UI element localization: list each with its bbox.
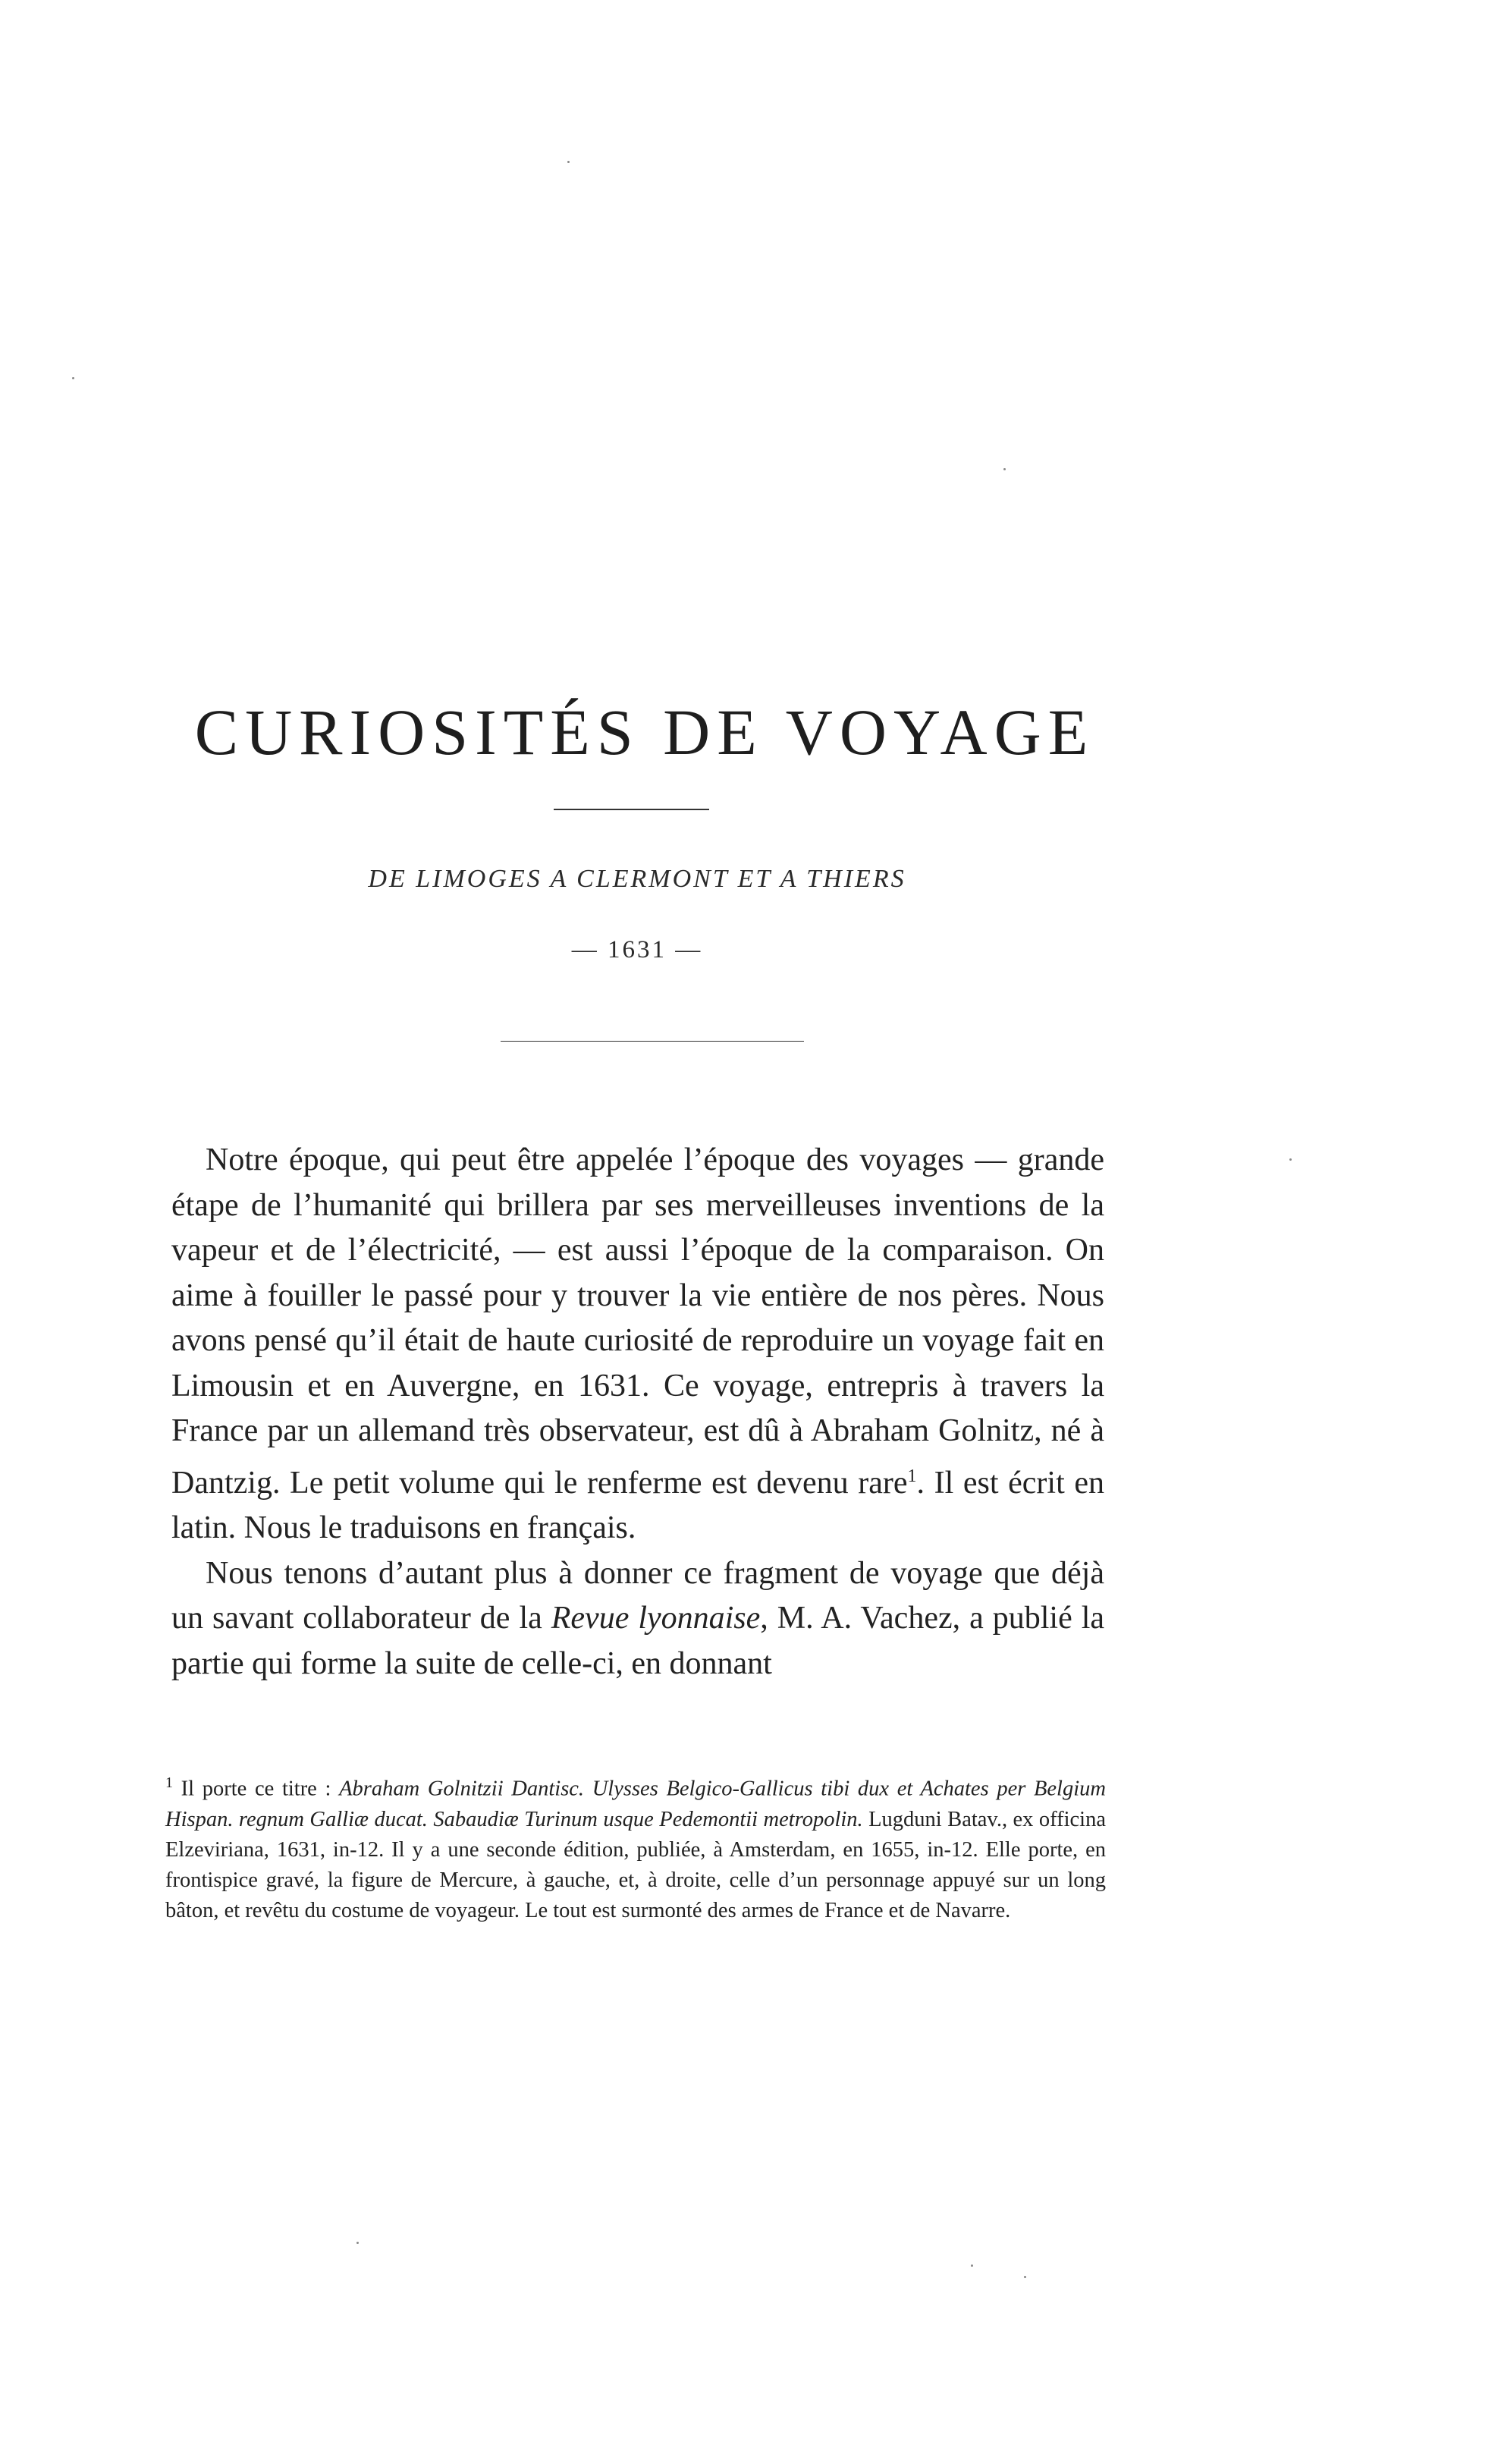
paragraph-2-end: , M. A. Vachez, a publié la partie qui forme la suite de celle-ci, en donnant	[171, 1601, 1105, 1681]
title-divider	[554, 809, 709, 810]
footnote-details: Lugduni Batav., ex officina Elzeviriana, 1631, in-12. Il y a une seconde édition, publiée, à Amsterdam, en 1655, in-12. Elle porte, en frontispice gravé, la figure de Mercure, à gauche, et, à droite, celle d’un personnage appuyé sur un long bâton, et revêtu du costume de voyageur. Le tout est surmonté des armes de France et de Navarre.	[165, 1807, 1106, 1922]
footnote-intro: Il porte ce titre :	[173, 1777, 340, 1801]
section-divider	[501, 1041, 804, 1042]
footnote-1	[165, 1768, 1106, 1926]
footnote-reference: 1	[907, 1466, 917, 1486]
paper-speck	[567, 161, 570, 163]
paragraph-1	[171, 1138, 1104, 1551]
paragraph-1-text: Notre époque, qui peut être appelée l’époque des voyages — grande étape de l’humanité qui brillera par ses merveilleuses inventions de la vapeur et de l’électricité, — est aussi l’époque de la comparaison. On aime à fouiller le passé pour y trouver la vie entière de nos pères. Nous avons pensé qu’il était de haute curiosité de reproduire un voyage fait en Limousin et en Auvergne, en 1631. Ce voyage, entrepris à travers la France par un allemand très observateur, est dû à Abraham Golnitz, né à Dantzig. Le petit volume qui le renferme est devenu rare	[171, 1142, 1104, 1501]
paragraph-2	[171, 1551, 1104, 1687]
footnotes	[165, 1768, 1106, 1926]
journal-title: Revue lyonnaise	[551, 1601, 761, 1636]
paper-speck	[72, 377, 74, 379]
paper-speck	[1289, 1158, 1292, 1161]
subtitle: DE LIMOGES A CLERMONT ET A THIERS	[368, 865, 906, 893]
date-line: — 1631 —	[571, 936, 703, 963]
paragraph-1-end: . Il est écrit en latin. Nous le traduisons en français.	[171, 1465, 1104, 1545]
paper-speck	[971, 2264, 973, 2267]
body-text	[171, 1138, 1104, 1686]
footnote-mark: 1	[165, 1774, 173, 1791]
paragraph-2-start: Nous tenons d’autant plus à donner ce fragment de voyage que déjà un savant collaborateur de la	[171, 1555, 1104, 1636]
page-title: CURIOSITÉS DE VOYAGE	[194, 696, 1095, 768]
paper-speck	[1024, 2276, 1026, 2278]
paper-speck	[1003, 468, 1006, 470]
paper-speck	[356, 2242, 359, 2244]
footnote-book-title: Abraham Golnitzii Dantisc. Ulysses Belgico-Gallicus tibi dux et Achates per Belgium Hispan. regnum Galliæ ducat. Sabaudiæ Turinum usque Pedemontii metropolin.	[165, 1777, 1106, 1831]
